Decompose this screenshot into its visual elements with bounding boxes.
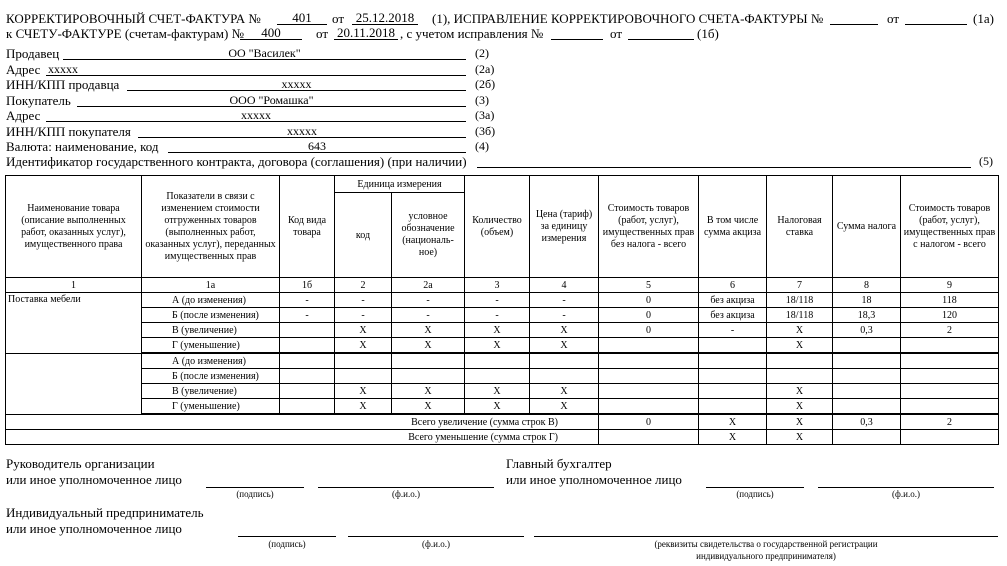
table-cell: [599, 399, 699, 415]
table-cell: X: [465, 384, 530, 399]
invoice-title: КОРРЕКТИРОВОЧНЫЙ СЧЕТ-ФАКТУРА №: [6, 11, 261, 26]
table-cell: [599, 338, 699, 354]
th-cost-no-tax: Стоимость товаров (работ, услуг), имущественных прав без налога - всего: [599, 176, 699, 278]
col-num: 1а: [142, 278, 280, 293]
table-cell: [335, 353, 392, 369]
ip-sign-caption: (подпись): [268, 539, 306, 549]
table-cell: X: [767, 338, 833, 354]
buyer-address-label: Адрес: [6, 108, 41, 123]
col-num: 4: [530, 278, 599, 293]
table-cell: [599, 369, 699, 384]
table-cell: [280, 399, 335, 415]
total-increase-total: 2: [901, 414, 999, 430]
table-cell: X: [465, 323, 530, 338]
table-cell: [335, 369, 392, 384]
code-1a: (1а): [973, 11, 994, 26]
invoice-date: 25.12.2018: [352, 12, 418, 25]
seller-label: Продавец: [6, 46, 60, 61]
table-cell: -: [335, 293, 392, 308]
total-decrease-label: Всего уменьшение (сумма строк Г): [6, 430, 599, 445]
head-label: Руководитель организации: [6, 456, 155, 471]
table-cell: X: [392, 384, 465, 399]
table-cell: X: [335, 384, 392, 399]
buyer-inn-code: (3б): [475, 124, 496, 138]
table-cell: X: [767, 384, 833, 399]
table-row: [6, 399, 999, 415]
seller-address-code: (2а): [475, 62, 495, 76]
currency-value: 643: [168, 140, 466, 153]
th-indicators: Показатели в связи с изменением стоимости отгруженных товаров (выполненных работ, оказанных услуг), переданных имущественных прав: [142, 176, 280, 278]
table-row: [6, 369, 999, 384]
from-label: от: [332, 11, 345, 26]
head-label-2: или иное уполномоченное лицо: [6, 472, 182, 487]
contract-id-label: Идентификатор государственного контракта, договора (соглашения) (при наличии): [6, 154, 467, 169]
total-decrease-row: [6, 430, 999, 445]
table-cell: X: [465, 399, 530, 415]
fix-date: [905, 12, 967, 25]
table-cell: [767, 369, 833, 384]
table-cell: [833, 338, 901, 354]
seller-address-label: Адрес: [6, 62, 41, 77]
buyer-label: Покупатель: [6, 93, 71, 108]
total-decrease-tax: [833, 430, 901, 445]
col-num: 2: [335, 278, 392, 293]
th-excise: В том числе сумма акциза: [699, 176, 767, 278]
head-fio-line: [318, 475, 494, 488]
col-num: 7: [767, 278, 833, 293]
col-num: 6: [699, 278, 767, 293]
accountant-signature-line: [706, 475, 804, 488]
th-unit: Единица измерения: [335, 176, 465, 193]
table-cell: 0,3: [833, 323, 901, 338]
table-cell: -: [530, 308, 599, 323]
col-num: 2а: [392, 278, 465, 293]
total-increase-label: Всего увеличение (сумма строк В): [6, 414, 599, 430]
ip-fio-line: [348, 524, 524, 537]
table-cell: [530, 369, 599, 384]
table-cell: -: [392, 293, 465, 308]
product-name-cell: [6, 353, 142, 414]
table-cell: [833, 399, 901, 415]
col-num: 3: [465, 278, 530, 293]
th-unit-code: код: [335, 193, 392, 278]
column-numbers-row: [6, 278, 999, 293]
table-row: [6, 308, 999, 323]
seller-value: ОО "Василек": [63, 47, 466, 60]
total-increase-excise: X: [699, 414, 767, 430]
total-increase-rate: X: [767, 414, 833, 430]
table-cell: [699, 338, 767, 354]
fix-number: [830, 12, 878, 25]
table-cell: [699, 353, 767, 369]
ip-fio-caption: (ф.и.о.): [422, 539, 450, 549]
accountant-sign-caption: (подпись): [736, 489, 774, 499]
table-cell: -: [335, 308, 392, 323]
table-cell: X: [392, 338, 465, 354]
th-unit-symbol: условное обозначение (националь-ное): [392, 193, 465, 278]
table-cell: 18,3: [833, 308, 901, 323]
table-cell: 18/118: [767, 293, 833, 308]
table-cell: -: [465, 308, 530, 323]
table-row: [6, 338, 999, 354]
table-cell: -: [392, 308, 465, 323]
table-cell: [280, 384, 335, 399]
ip-label-2: или иное уполномоченное лицо: [6, 521, 182, 536]
indicator-cell: Г (уменьшение): [142, 399, 280, 415]
seller-code: (2): [475, 46, 489, 60]
ip-label: Индивидуальный предприниматель: [6, 505, 204, 520]
head-signature-line: [206, 475, 304, 488]
total-increase-tax: 0,3: [833, 414, 901, 430]
total-increase-cost: 0: [599, 414, 699, 430]
ip-requisites-caption: (реквизиты свидетельства о государственной регистрации: [654, 539, 878, 549]
table-cell: 0: [599, 308, 699, 323]
table-cell: [465, 369, 530, 384]
table-cell: [901, 353, 999, 369]
col-num: 9: [901, 278, 999, 293]
table-cell: [392, 353, 465, 369]
seller-inn-code: (2б): [475, 77, 496, 91]
invoice-table: [5, 175, 999, 445]
table-cell: -: [280, 308, 335, 323]
table-cell: [530, 353, 599, 369]
th-price: Цена (тариф) за единицу измерения: [530, 176, 599, 278]
table-cell: 118: [901, 293, 999, 308]
with-fix-from: от: [610, 26, 623, 41]
code-1b: (1б): [697, 26, 719, 41]
indicator-cell: А (до изменения): [142, 293, 280, 308]
table-cell: 18/118: [767, 308, 833, 323]
table-cell: без акциза: [699, 308, 767, 323]
table-cell: 2: [901, 323, 999, 338]
table-cell: [901, 338, 999, 354]
table-row: [6, 323, 999, 338]
table-cell: 120: [901, 308, 999, 323]
table-cell: X: [530, 399, 599, 415]
indicator-cell: В (увеличение): [142, 323, 280, 338]
ip-requisites-line: [534, 524, 998, 537]
table-row: [6, 293, 999, 308]
accountant-fio-line: [818, 475, 994, 488]
table-cell: -: [465, 293, 530, 308]
table-cell: [833, 369, 901, 384]
table-cell: [699, 369, 767, 384]
head-sign-caption: (подпись): [236, 489, 274, 499]
base-invoice-from: от: [316, 26, 329, 41]
th-cost-with-tax: Стоимость товаров (работ, услуг), имущественных прав с налогом - всего: [901, 176, 999, 278]
indicator-cell: А (до изменения): [142, 353, 280, 369]
indicator-cell: В (увеличение): [142, 384, 280, 399]
table-body: [6, 293, 999, 415]
th-kind-code: Код вида товара: [280, 176, 335, 278]
table-row: [6, 353, 999, 369]
with-fix-label: , с учетом исправления №: [400, 26, 544, 41]
total-increase-row: [6, 414, 999, 430]
table-cell: [699, 399, 767, 415]
ip-requisites-caption-2: индивидуального предпринимателя): [696, 551, 836, 561]
accountant-label-2: или иное уполномоченное лицо: [506, 472, 682, 487]
with-fix-number: [551, 27, 603, 40]
th-tax-sum: Сумма налога: [833, 176, 901, 278]
table-cell: [901, 369, 999, 384]
base-invoice-date: 20.11.2018: [334, 27, 398, 40]
product-name-cell: Поставка мебели: [6, 293, 142, 354]
seller-inn-label: ИНН/КПП продавца: [6, 77, 120, 92]
indicator-cell: Б (после изменения): [142, 369, 280, 384]
buyer-inn-value: xxxxx: [138, 125, 466, 138]
fix-title: (1), ИСПРАВЛЕНИЕ КОРРЕКТИРОВОЧНОГО СЧЕТА-ФАКТУРЫ №: [432, 11, 824, 26]
table-cell: [392, 369, 465, 384]
contract-id-code: (5): [979, 154, 993, 168]
th-quantity: Количество (объем): [465, 176, 530, 278]
table-cell: [465, 353, 530, 369]
table-cell: без акциза: [699, 293, 767, 308]
table-cell: 0: [599, 293, 699, 308]
table-cell: [280, 338, 335, 354]
table-cell: X: [465, 338, 530, 354]
buyer-address-code: (3а): [475, 108, 495, 122]
table-cell: [901, 399, 999, 415]
to-invoice-label: к СЧЕТУ-ФАКТУРЕ (счетам-фактурам) №: [6, 26, 244, 41]
total-decrease-excise: X: [699, 430, 767, 445]
accountant-label: Главный бухгалтер: [506, 456, 612, 471]
seller-inn-value: xxxxx: [127, 78, 466, 91]
table-cell: 18: [833, 293, 901, 308]
table-cell: X: [335, 399, 392, 415]
buyer-value: ООО "Ромашка": [77, 94, 466, 107]
table-cell: X: [530, 323, 599, 338]
ip-signature-line: [238, 524, 336, 537]
buyer-code: (3): [475, 93, 489, 107]
buyer-inn-label: ИНН/КПП покупателя: [6, 124, 131, 139]
table-cell: [280, 353, 335, 369]
table-cell: -: [280, 293, 335, 308]
col-num: 1б: [280, 278, 335, 293]
table-cell: [599, 353, 699, 369]
contract-id-value: [477, 155, 971, 168]
fix-from-label: от: [887, 11, 900, 26]
table-cell: X: [392, 323, 465, 338]
col-num: 5: [599, 278, 699, 293]
table-cell: X: [392, 399, 465, 415]
head-fio-caption: (ф.и.о.): [392, 489, 420, 499]
table-row: [6, 384, 999, 399]
table-cell: X: [335, 323, 392, 338]
indicator-cell: Б (после изменения): [142, 308, 280, 323]
currency-code: (4): [475, 139, 489, 153]
col-num: 8: [833, 278, 901, 293]
table-cell: [833, 353, 901, 369]
indicator-cell: Г (уменьшение): [142, 338, 280, 354]
total-decrease-total: [901, 430, 999, 445]
table-cell: [833, 384, 901, 399]
table-cell: 0: [599, 323, 699, 338]
table-cell: [699, 384, 767, 399]
seller-address-value: xxxxx: [46, 63, 466, 76]
table-cell: [767, 353, 833, 369]
table-cell: [280, 369, 335, 384]
th-product-name: Наименование товара (описание выполненных работ, оказанных услуг), имущественного права: [6, 176, 142, 278]
table-cell: [280, 323, 335, 338]
base-invoice-number: 400: [240, 27, 302, 40]
with-fix-date: [628, 27, 694, 40]
accountant-fio-caption: (ф.и.о.): [892, 489, 920, 499]
buyer-address-value: xxxxx: [46, 109, 466, 122]
table-cell: X: [767, 399, 833, 415]
table-cell: -: [530, 293, 599, 308]
total-decrease-rate: X: [767, 430, 833, 445]
invoice-number: 401: [277, 12, 327, 25]
table-cell: X: [530, 338, 599, 354]
table-cell: X: [530, 384, 599, 399]
total-decrease-cost: [599, 430, 699, 445]
col-num: 1: [6, 278, 142, 293]
table-cell: [599, 384, 699, 399]
currency-label: Валюта: наименование, код: [6, 139, 159, 154]
th-tax-rate: Налоговая ставка: [767, 176, 833, 278]
table-cell: X: [335, 338, 392, 354]
table-cell: -: [699, 323, 767, 338]
table-cell: X: [767, 323, 833, 338]
table-cell: [901, 384, 999, 399]
